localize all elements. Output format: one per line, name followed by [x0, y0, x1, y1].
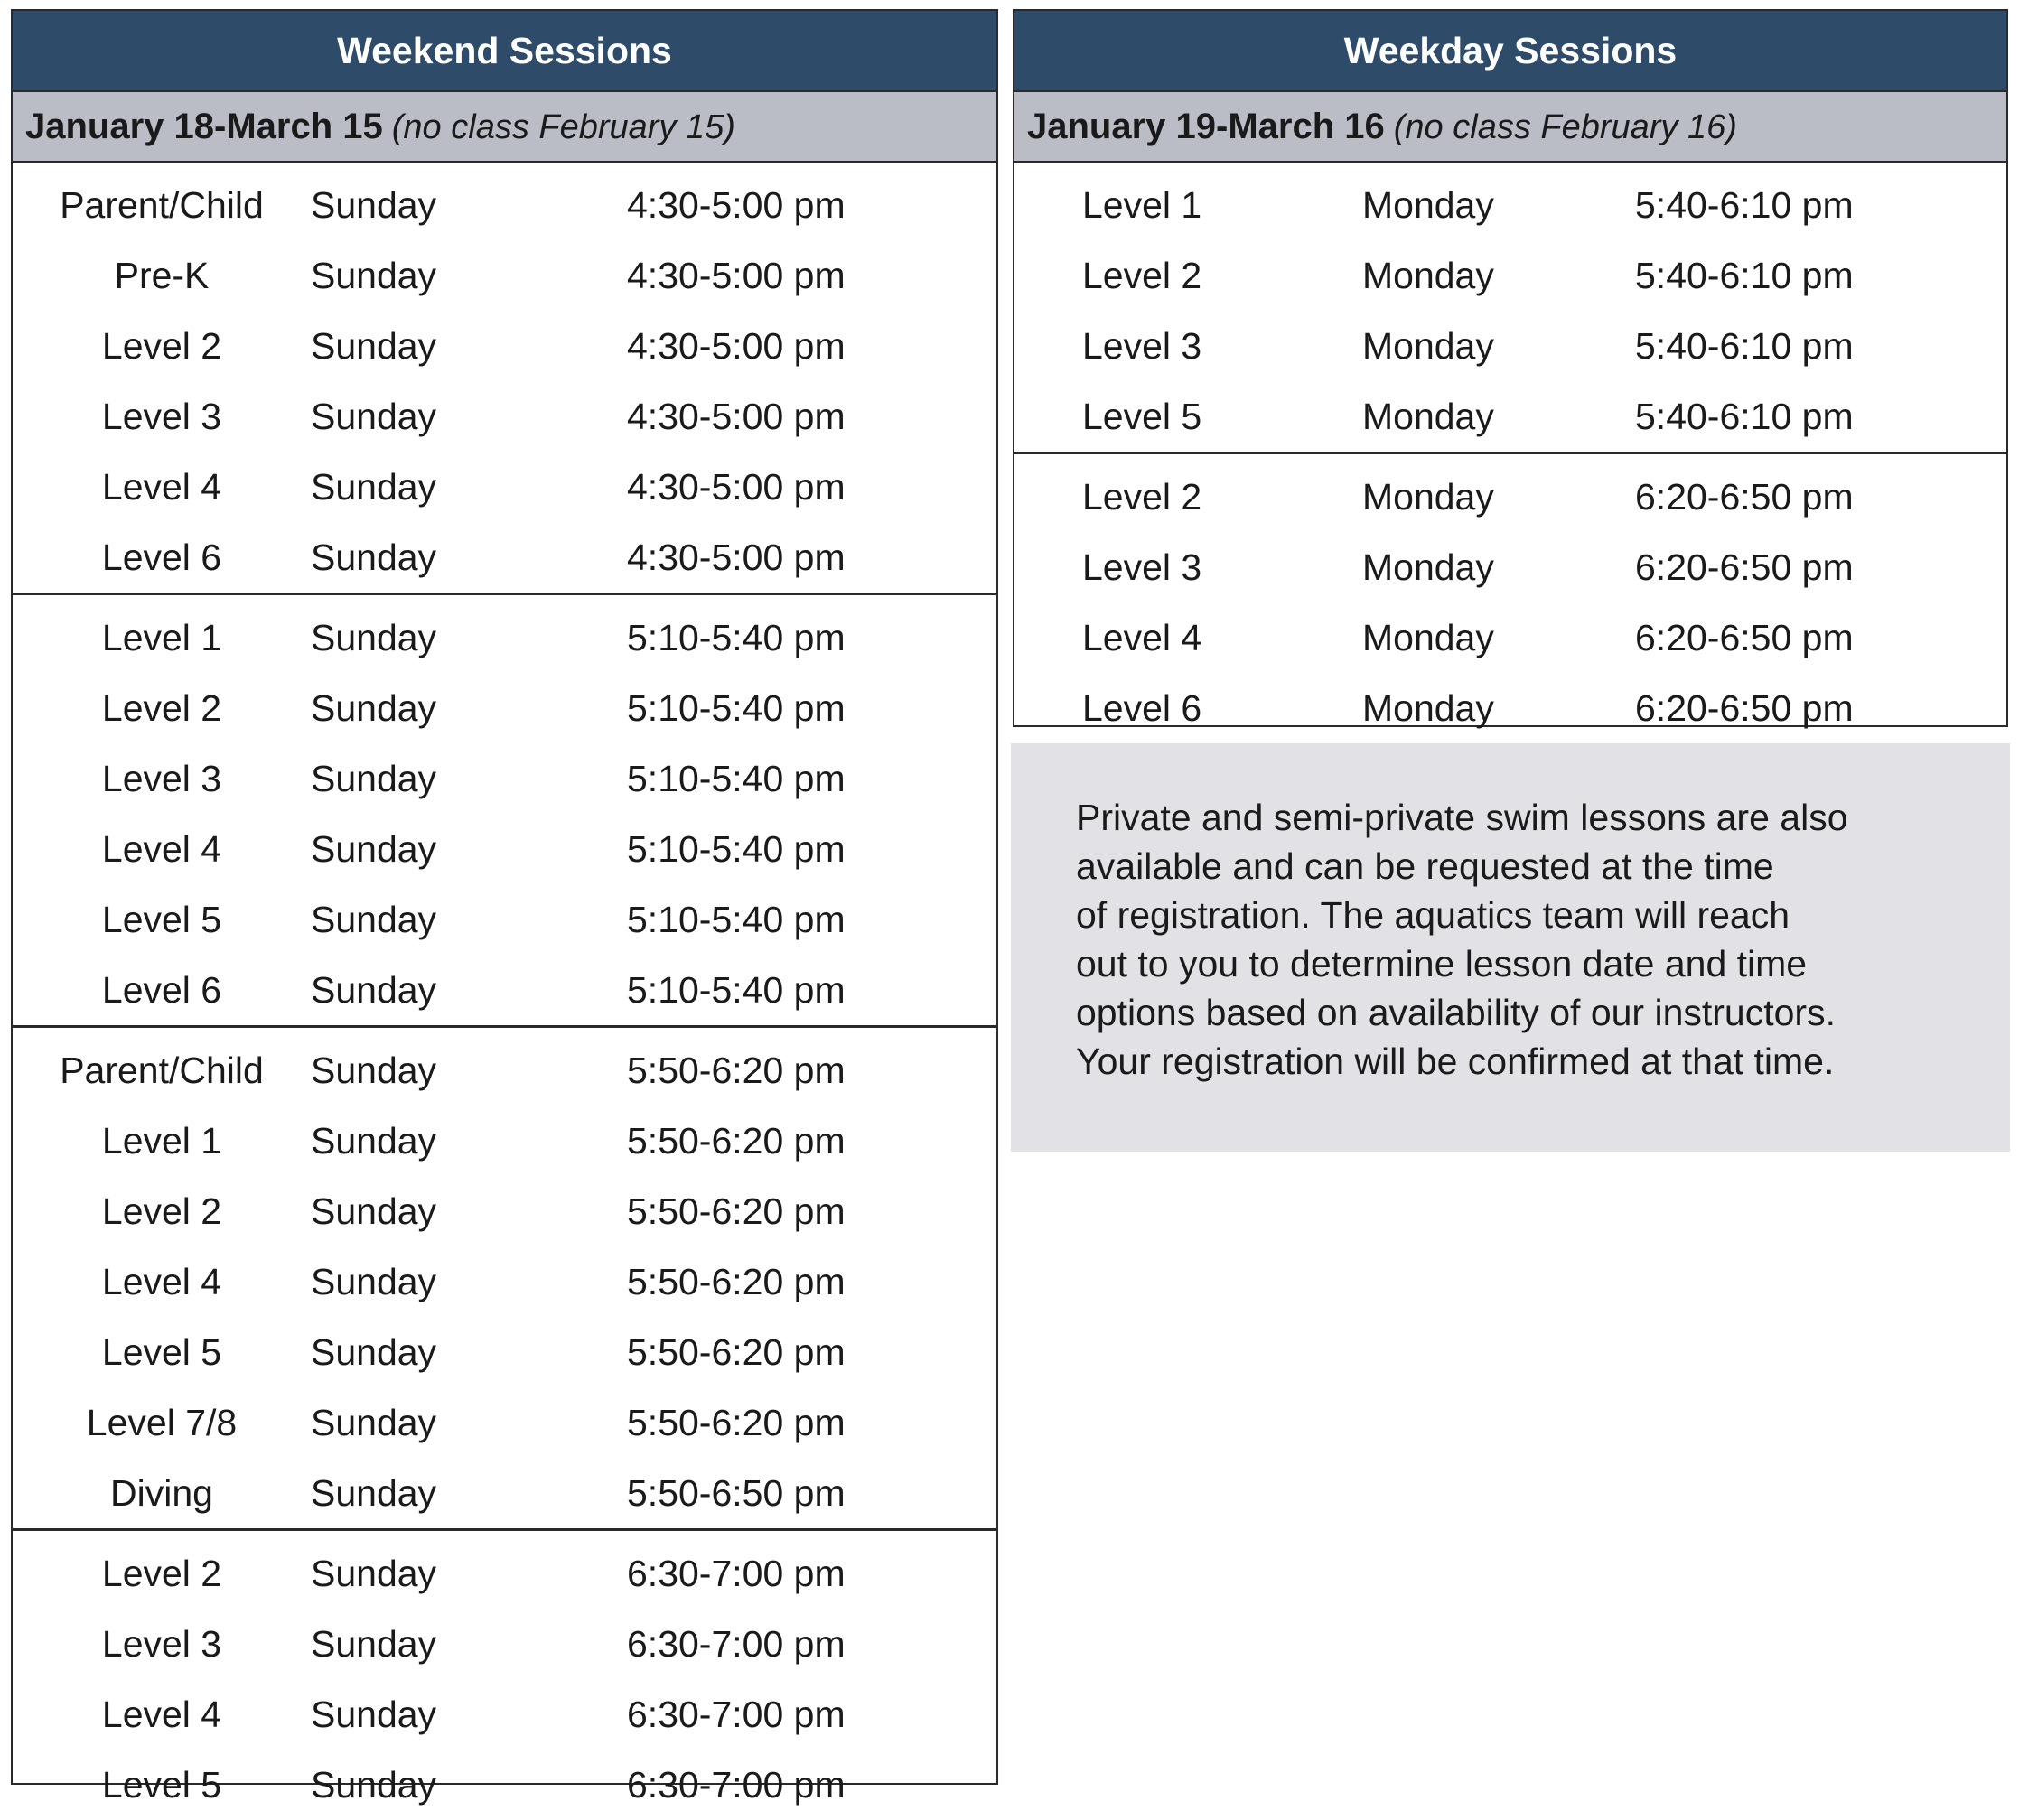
- class-day: Monday: [1362, 254, 1494, 296]
- class-level: Level 6: [1082, 686, 1202, 729]
- class-day: Sunday: [311, 395, 437, 437]
- session-row: [13, 1317, 996, 1387]
- class-level: Level 4: [1082, 616, 1202, 658]
- session-row: [13, 522, 996, 593]
- class-level: Level 2: [1082, 475, 1202, 518]
- session-group: [13, 595, 996, 1028]
- class-level: Diving: [110, 1471, 213, 1514]
- class-time: 5:10-5:40 pm: [627, 968, 846, 1011]
- class-time: 5:40-6:10 pm: [1635, 324, 1854, 367]
- session-group: [13, 163, 996, 595]
- class-day: Monday: [1362, 475, 1494, 518]
- info-line: out to you to determine lesson date and time: [1076, 943, 1808, 985]
- class-day: Monday: [1362, 686, 1494, 729]
- class-day: Sunday: [311, 1119, 437, 1162]
- class-level: Level 2: [101, 686, 222, 729]
- class-day: Sunday: [311, 898, 437, 940]
- session-row: [13, 884, 996, 955]
- class-time: 4:30-5:00 pm: [627, 254, 846, 296]
- session-row: [13, 1458, 996, 1528]
- class-level: Level 6: [101, 968, 222, 1011]
- class-day: Sunday: [311, 1049, 437, 1091]
- class-level: Level 4: [101, 1693, 222, 1735]
- session-row: [1014, 381, 2006, 452]
- class-day: Sunday: [311, 757, 437, 799]
- class-time: 5:50-6:20 pm: [627, 1260, 846, 1302]
- class-level: Level 2: [101, 1190, 222, 1232]
- weekday-sessions-table: [1013, 9, 2008, 727]
- class-time: 6:20-6:50 pm: [1635, 616, 1854, 658]
- class-day: Monday: [1362, 546, 1494, 588]
- class-level: Level 2: [101, 1552, 222, 1594]
- class-day: Sunday: [311, 1471, 437, 1514]
- session-row: [13, 240, 996, 311]
- class-level: Level 5: [1082, 395, 1202, 437]
- session-row: [13, 1538, 996, 1609]
- class-level: Level 3: [101, 395, 222, 437]
- class-day: Sunday: [311, 1330, 437, 1373]
- weekday-rows: [1014, 163, 2006, 743]
- session-row: [13, 955, 996, 1025]
- session-row: [13, 1176, 996, 1246]
- class-level: Pre-K: [114, 254, 210, 296]
- class-level: Level 7/8: [86, 1401, 238, 1443]
- info-line: Private and semi-private swim lessons are also: [1076, 797, 1848, 838]
- info-line: Your registration will be confirmed at that time.: [1076, 1041, 1835, 1082]
- session-row: [13, 602, 996, 673]
- class-level: Level 2: [101, 324, 222, 367]
- class-time: 6:20-6:50 pm: [1635, 686, 1854, 729]
- class-time: 5:50-6:20 pm: [627, 1401, 846, 1443]
- weekend-no-class-note: (no class February 15): [391, 108, 735, 146]
- session-group: [1014, 454, 2006, 743]
- class-time: 5:40-6:10 pm: [1635, 183, 1854, 226]
- class-level: Level 3: [1082, 546, 1202, 588]
- session-row: [13, 1106, 996, 1176]
- session-row: [13, 1246, 996, 1317]
- class-level: Level 5: [101, 898, 222, 940]
- session-row: [13, 311, 996, 381]
- weekday-sessions-title: Weekday Sessions: [1014, 11, 2006, 92]
- session-row: [13, 743, 996, 814]
- weekday-date-range: [1014, 92, 2006, 163]
- class-day: Monday: [1362, 183, 1494, 226]
- session-row: [1014, 673, 2006, 743]
- session-row: [13, 381, 996, 452]
- class-level: Level 6: [101, 536, 222, 578]
- class-level: Level 2: [1082, 254, 1202, 296]
- class-time: 4:30-5:00 pm: [627, 183, 846, 226]
- class-level: Level 4: [101, 1260, 222, 1302]
- session-row: [1014, 532, 2006, 602]
- class-day: Sunday: [311, 1401, 437, 1443]
- class-day: Sunday: [311, 616, 437, 658]
- class-time: 5:50-6:20 pm: [627, 1049, 846, 1091]
- private-lessons-info-box: [1011, 743, 2010, 1152]
- class-time: 5:10-5:40 pm: [627, 616, 846, 658]
- session-row: [13, 1750, 996, 1820]
- class-time: 5:50-6:50 pm: [627, 1471, 846, 1514]
- class-time: 4:30-5:00 pm: [627, 324, 846, 367]
- class-day: Sunday: [311, 968, 437, 1011]
- class-level: Parent/Child: [60, 1049, 264, 1091]
- info-line: available and can be requested at the time: [1076, 845, 1774, 887]
- class-day: Sunday: [311, 686, 437, 729]
- class-time: 4:30-5:00 pm: [627, 536, 846, 578]
- session-row: [13, 814, 996, 884]
- weekend-range: January 18-March 15: [25, 107, 383, 146]
- session-row: [13, 452, 996, 522]
- session-row: [13, 1035, 996, 1106]
- class-day: Sunday: [311, 1260, 437, 1302]
- class-level: Level 1: [101, 616, 222, 658]
- class-day: Sunday: [311, 1190, 437, 1232]
- class-day: Monday: [1362, 616, 1494, 658]
- class-time: 5:40-6:10 pm: [1635, 395, 1854, 437]
- class-level: Level 1: [1082, 183, 1202, 226]
- class-time: 5:40-6:10 pm: [1635, 254, 1854, 296]
- session-row: [13, 1387, 996, 1458]
- session-row: [1014, 170, 2006, 240]
- class-level: Level 3: [101, 757, 222, 799]
- class-level: Level 5: [101, 1330, 222, 1373]
- class-day: Sunday: [311, 465, 437, 508]
- session-row: [13, 170, 996, 240]
- class-day: Sunday: [311, 324, 437, 367]
- class-time: 5:50-6:20 pm: [627, 1119, 846, 1162]
- class-level: Level 3: [101, 1622, 222, 1665]
- class-day: Monday: [1362, 395, 1494, 437]
- class-level: Level 3: [1082, 324, 1202, 367]
- info-line: options based on availability of our instructors.: [1076, 992, 1836, 1033]
- class-time: 5:10-5:40 pm: [627, 827, 846, 870]
- class-level: Level 4: [101, 827, 222, 870]
- weekday-no-class-note: (no class February 16): [1393, 108, 1737, 146]
- session-group: [13, 1028, 996, 1531]
- class-day: Sunday: [311, 1693, 437, 1735]
- weekend-sessions-table: [11, 9, 998, 1806]
- weekend-date-range: [13, 92, 996, 163]
- class-time: 6:30-7:00 pm: [627, 1552, 846, 1594]
- session-row: [1014, 602, 2006, 673]
- class-time: 5:10-5:40 pm: [627, 757, 846, 799]
- class-time: 4:30-5:00 pm: [627, 465, 846, 508]
- session-row: [13, 1609, 996, 1679]
- session-row: [1014, 240, 2006, 311]
- class-time: 5:50-6:20 pm: [627, 1330, 846, 1373]
- class-day: Sunday: [311, 1763, 437, 1806]
- session-group: [13, 1531, 996, 1820]
- class-level: Level 4: [101, 465, 222, 508]
- class-time: 5:50-6:20 pm: [627, 1190, 846, 1232]
- class-level: Level 5: [101, 1763, 222, 1806]
- class-level: Level 1: [101, 1119, 222, 1162]
- class-time: 6:20-6:50 pm: [1635, 546, 1854, 588]
- class-day: Sunday: [311, 183, 437, 226]
- session-group: [1014, 163, 2006, 454]
- class-day: Sunday: [311, 1622, 437, 1665]
- class-day: Sunday: [311, 254, 437, 296]
- class-day: Sunday: [311, 536, 437, 578]
- class-time: 6:30-7:00 pm: [627, 1763, 846, 1806]
- class-time: 5:10-5:40 pm: [627, 898, 846, 940]
- session-row: [1014, 311, 2006, 381]
- class-day: Monday: [1362, 324, 1494, 367]
- weekend-sessions-title: Weekend Sessions: [13, 11, 996, 92]
- weekday-range: January 19-March 16: [1027, 107, 1385, 146]
- weekend-rows: [13, 163, 996, 1820]
- class-time: 6:20-6:50 pm: [1635, 475, 1854, 518]
- class-time: 6:30-7:00 pm: [627, 1693, 846, 1735]
- class-day: Sunday: [311, 827, 437, 870]
- session-row: [13, 1679, 996, 1750]
- class-day: Sunday: [311, 1552, 437, 1594]
- session-row: [13, 673, 996, 743]
- class-time: 6:30-7:00 pm: [627, 1622, 846, 1665]
- class-level: Parent/Child: [60, 183, 264, 226]
- session-row: [1014, 462, 2006, 532]
- class-time: 5:10-5:40 pm: [627, 686, 846, 729]
- class-time: 4:30-5:00 pm: [627, 395, 846, 437]
- info-line: of registration. The aquatics team will reach: [1076, 894, 1790, 936]
